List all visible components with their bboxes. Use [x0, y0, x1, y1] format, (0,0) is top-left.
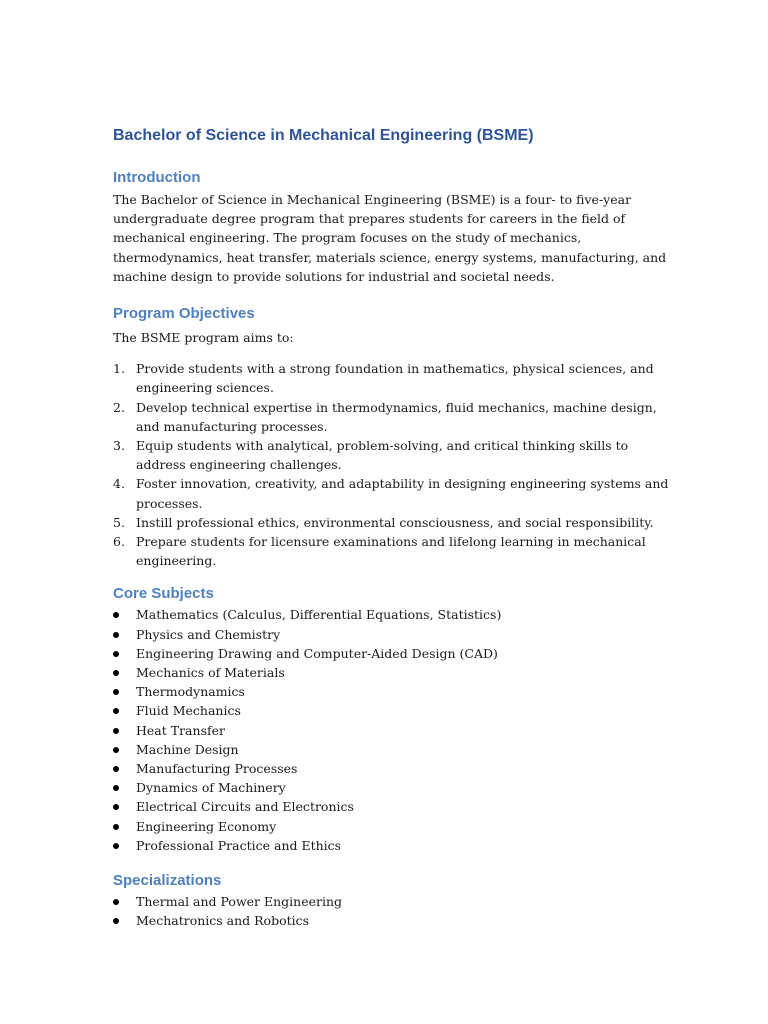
bullet-icon [113, 728, 119, 734]
bullet-icon [113, 670, 119, 676]
objective-number: 2. [113, 399, 125, 415]
objective-item [113, 359, 673, 397]
core-subject-text: Thermodynamics [136, 684, 245, 700]
objective-text: Develop technical expertise in thermodynamics, fluid mechanics, machine design, and manufacturing processes. [136, 399, 657, 434]
objective-item [113, 436, 673, 474]
specialization-text: Thermal and Power Engineering [136, 894, 343, 910]
objective-number: 1. [113, 361, 125, 377]
core-subject-item [113, 759, 673, 778]
objectives-lead: The BSME program aims to: [113, 330, 294, 346]
bullet-icon [113, 824, 119, 830]
core-subject-item [113, 797, 673, 816]
document-page [113, 124, 673, 946]
bullet-icon [113, 785, 119, 791]
objective-item [113, 474, 673, 512]
objective-item [113, 513, 673, 532]
core-subject-text: Dynamics of Machinery [136, 780, 286, 796]
objective-number: 5. [113, 514, 125, 530]
core-subject-text: Physics and Chemistry [136, 626, 281, 642]
introduction-paragraph: The Bachelor of Science in Mechanical Engineering (BSME) is a four- to five-year undergraduate degree program that prepares students for careers in the field of mechanical engineering. The program focuses on the study of mechanics, thermodynamics, heat transfer, materials science, energy systems, manufacturing, and machine design to provide solutions for industrial and societal needs. [113, 192, 667, 284]
core-subject-item [113, 625, 673, 644]
specialization-text: Mechatronics and Robotics [136, 913, 310, 929]
specialization-item [113, 892, 673, 911]
specializations-heading: Specializations [113, 872, 222, 890]
core-subjects-list [113, 605, 673, 855]
core-subject-text: Heat Transfer [136, 722, 225, 738]
bullet-icon [113, 612, 119, 618]
core-subject-item [113, 701, 673, 720]
bullet-icon [113, 766, 119, 772]
objectives-list [113, 359, 673, 570]
core-subject-text: Manufacturing Processes [136, 761, 298, 777]
core-subject-text: Engineering Drawing and Computer-Aided Design (CAD) [136, 645, 498, 661]
core-subject-text: Electrical Circuits and Electronics [136, 799, 354, 815]
core-subject-text: Engineering Economy [136, 818, 277, 834]
introduction-heading: Introduction [113, 169, 201, 186]
document-title: Bachelor of Science in Mechanical Engineering (BSME) [113, 127, 534, 144]
core-subject-text: Machine Design [136, 741, 239, 757]
bullet-icon [113, 708, 119, 714]
objective-text: Instill professional ethics, environmental consciousness, and social responsibility. [136, 514, 654, 530]
bullet-icon [113, 899, 119, 905]
core-subject-item [113, 644, 673, 663]
objective-text: Equip students with analytical, problem-solving, and critical thinking skills to address engineering challenges. [136, 438, 629, 473]
objective-text: Foster innovation, creativity, and adaptability in designing engineering systems and processes. [136, 476, 669, 511]
core-subject-item [113, 605, 673, 624]
objective-text: Prepare students for licensure examinations and lifelong learning in mechanical engineering. [136, 534, 646, 569]
specialization-item [113, 911, 673, 930]
bullet-icon [113, 632, 119, 638]
bullet-icon [113, 689, 119, 695]
core-subject-text: Mechanics of Materials [136, 665, 285, 681]
core-subject-text: Professional Practice and Ethics [136, 837, 342, 853]
core-subject-text: Fluid Mechanics [136, 703, 241, 719]
specializations-list [113, 892, 673, 930]
core-subject-item [113, 817, 673, 836]
core-subject-item [113, 778, 673, 797]
objective-number: 3. [113, 438, 125, 454]
objective-item [113, 398, 673, 436]
core-subject-item [113, 682, 673, 701]
objectives-heading: Program Objectives [113, 305, 255, 323]
core-subject-item [113, 740, 673, 759]
core-subjects-heading: Core Subjects [113, 585, 214, 603]
objective-number: 6. [113, 534, 125, 550]
objective-item [113, 532, 673, 570]
bullet-icon [113, 843, 119, 849]
bullet-icon [113, 918, 119, 924]
bullet-icon [113, 747, 119, 753]
core-subject-item [113, 663, 673, 682]
core-subject-item [113, 721, 673, 740]
bullet-icon [113, 651, 119, 657]
core-subject-item [113, 836, 673, 855]
objective-text: Provide students with a strong foundation in mathematics, physical sciences, and engineering sciences. [136, 361, 654, 396]
core-subject-text: Mathematics (Calculus, Differential Equations, Statistics) [136, 607, 502, 623]
bullet-icon [113, 804, 119, 810]
objective-number: 4. [113, 476, 125, 492]
